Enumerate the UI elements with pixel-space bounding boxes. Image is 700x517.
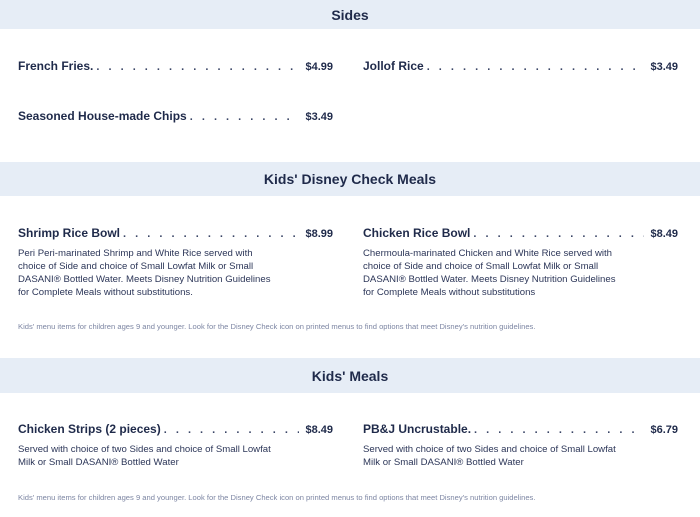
menu-item-pbj-uncrustable[interactable] [363, 422, 678, 469]
menu-item-seasoned-chips[interactable] [18, 109, 333, 123]
section-title-sides: Sides [331, 6, 369, 23]
item-price: $3.49 [305, 111, 333, 123]
item-name: PB&J Uncrustable. [363, 422, 472, 436]
item-name: Chicken Rice Bowl [363, 226, 471, 240]
section-header-sides [0, 0, 700, 29]
section-header-kids-meals [0, 358, 700, 393]
menu-item-chicken-strips[interactable] [18, 422, 333, 469]
kids-age-note: Kids' menu items for children ages 9 and younger. Look for the Disney Check icon on printed menus to find options that meet Disney's nutrition guidelines. [18, 493, 536, 502]
leader-dots [123, 228, 299, 240]
item-price: $8.99 [305, 228, 333, 240]
leader-dots [474, 424, 644, 436]
leader-dots [427, 61, 645, 73]
leader-dots [473, 228, 644, 240]
item-name: French Fries. [18, 59, 94, 73]
section-header-kids-check [0, 162, 700, 196]
leader-dots [190, 111, 300, 123]
item-price: $8.49 [305, 424, 333, 436]
item-name: Shrimp Rice Bowl [18, 226, 121, 240]
item-price: $6.79 [650, 424, 678, 436]
item-price: $3.49 [650, 61, 678, 73]
item-description: Served with choice of two Sides and choice of Small Lowfat Milk or Small DASANI® Bottled Water [18, 444, 271, 468]
menu-item-chicken-rice-bowl[interactable] [363, 226, 678, 299]
item-price: $4.99 [305, 61, 333, 73]
item-description: Served with choice of two Sides and choice of Small Lowfat Milk or Small DASANI® Bottled Water [363, 444, 616, 468]
menu-item-shrimp-rice-bowl[interactable] [18, 226, 333, 299]
leader-dots [96, 61, 299, 73]
kids-age-note: Kids' menu items for children ages 9 and younger. Look for the Disney Check icon on printed menus to find options that meet Disney's nutrition guidelines. [18, 322, 536, 331]
item-price: $8.49 [650, 228, 678, 240]
section-title-kids-check: Kids' Disney Check Meals [263, 171, 437, 187]
leader-dots [164, 424, 300, 436]
menu-item-french-fries[interactable] [18, 59, 333, 73]
item-name: Jollof Rice [363, 59, 424, 73]
item-description: Peri Peri-marinated Shrimp and White Rice served with choice of Side and choice of Small Lowfat Milk or Small DASANI® Bottled Water. Meets Disney Nutrition Guidelines for Complete Meals without substitutions. [18, 248, 271, 298]
item-name: Seasoned House-made Chips [18, 109, 187, 123]
item-description: Chermoula-marinated Chicken and White Rice served with choice of Side and choice of Small Lowfat Milk or Small DASANI® Bottled Water. Meets Disney Nutrition Guidelines for Complete Meals without substitutions [363, 248, 616, 298]
item-name: Chicken Strips (2 pieces) [18, 422, 161, 436]
section-title-kids-meals: Kids' Meals [311, 367, 389, 384]
menu-item-jollof-rice[interactable] [363, 59, 678, 73]
